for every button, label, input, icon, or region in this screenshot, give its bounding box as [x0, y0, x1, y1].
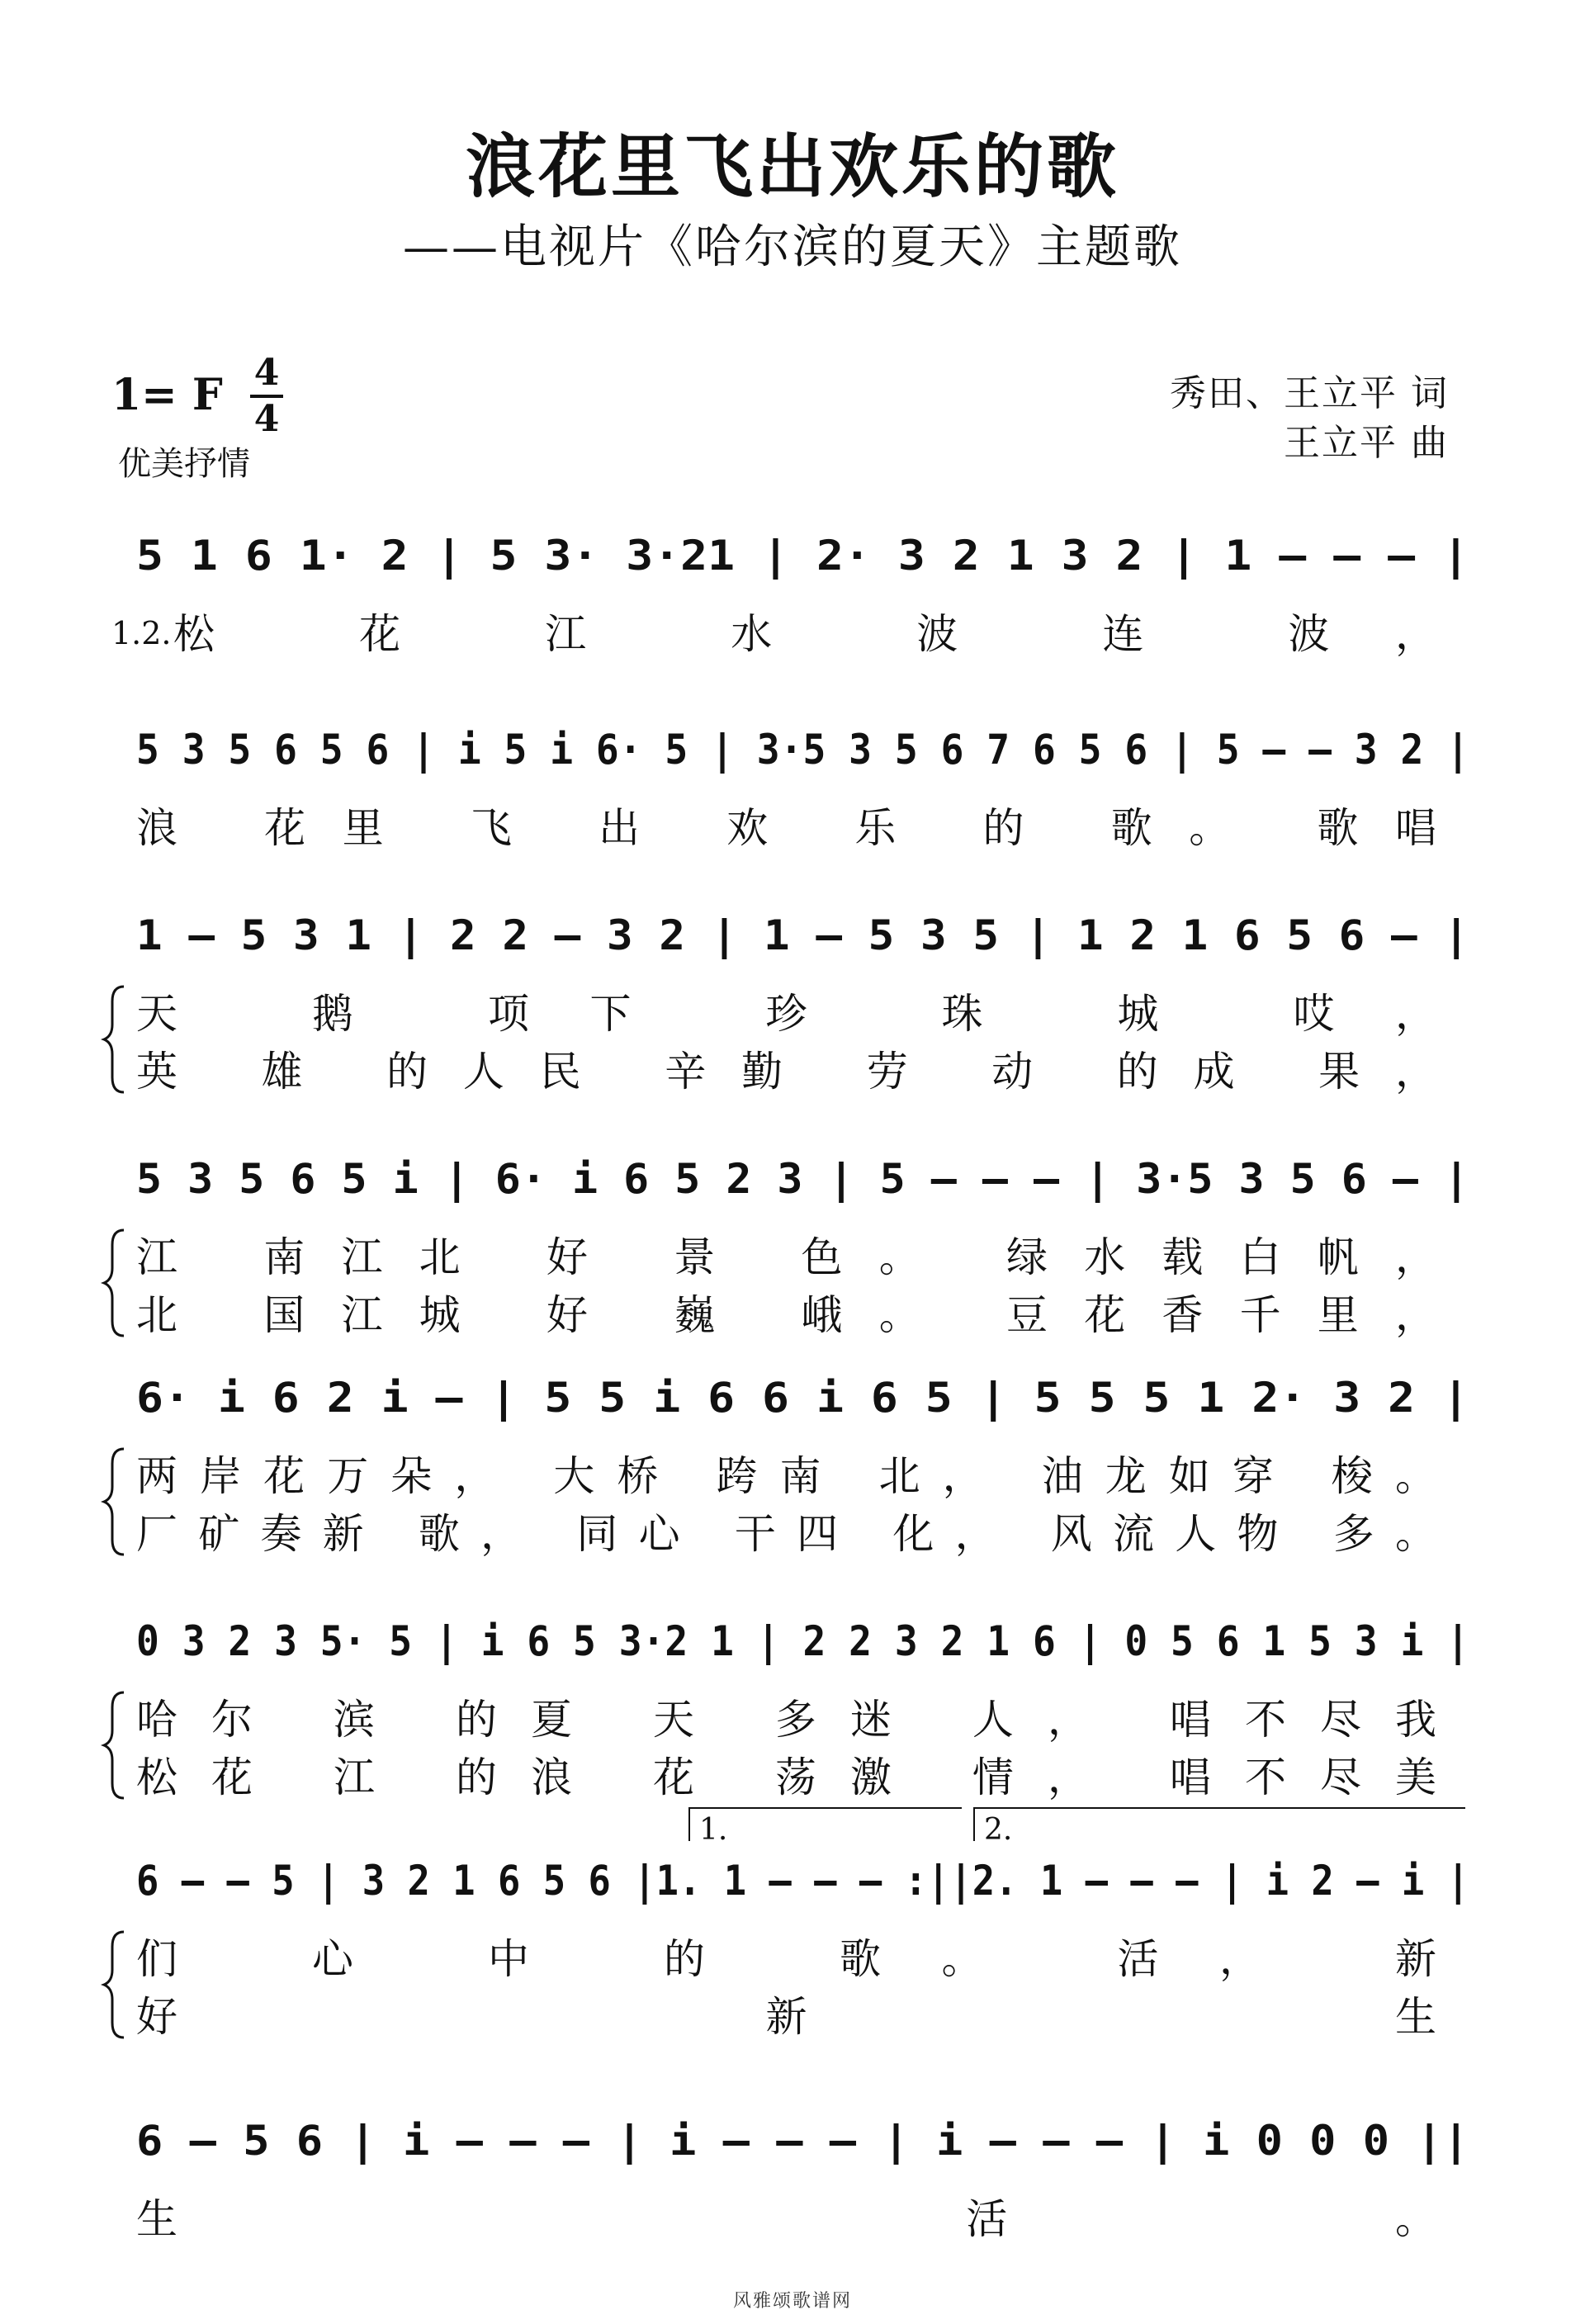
- score-rows: [104, 532, 1469, 2243]
- site-watermark: 风雅颂歌谱网: [732, 2291, 852, 2312]
- time-signature-top: 4: [253, 352, 280, 394]
- composer-credit: 王立平 曲: [1284, 422, 1449, 464]
- lyric-line: 们 心 中 的 歌。 活， 新: [136, 1935, 1436, 1983]
- verse-brace: [104, 1932, 124, 2038]
- time-signature-bottom: 4: [253, 398, 280, 440]
- notation-line: 5 3 5 6 5 6 | i 5 i 6· 5 | 3·5 3 5 6 7 6 5 6 | 5 — — 3 2 |: [136, 726, 1469, 774]
- tempo-marking: 优美抒情: [118, 445, 250, 483]
- lyric-line: 北 国江城 好 巍 峨。 豆花香千里，: [136, 1291, 1436, 1339]
- notation-line: 6· i 6 2 i — | 5 5 i 6 6 i 6 5 | 5 5 5 1 2· 3 2 |: [136, 1374, 1469, 1422]
- volta-first-bracket: [689, 1808, 962, 1841]
- notation-line: 0 3 2 3 5· 5 | i 6 5 3·2 1 | 2 2 3 2 1 6 | 0 5 6 1 5 3 i |: [136, 1617, 1469, 1665]
- lyric-line: 两岸花万朵， 大桥 跨南 北， 油龙如穿 梭。: [136, 1452, 1437, 1500]
- song-subtitle: ——电视片《哈尔滨的夏天》主题歌: [403, 220, 1182, 274]
- lyric-line: 哈尔 滨 的夏 天 多迷 人， 唱不尽我: [136, 1696, 1436, 1744]
- lyric-line: 江 南江北 好 景 色。 绿水载白帆，: [136, 1233, 1436, 1281]
- notation-line: 5 1 6 1· 2 | 5 3· 3·21 | 2· 3 2 1 3 2 | 1 — — — |: [136, 532, 1469, 580]
- notation-line: 5 3 5 6 5 i | 6· i 6 5 2 3 | 5 — — — | 3·5 3 5 6 — |: [136, 1155, 1470, 1203]
- lyric-line: 英 雄 的人民 辛勤 劳 动 的成 果，: [136, 1048, 1437, 1096]
- verse-brace: [104, 1230, 124, 1336]
- volta-second-bracket: [974, 1808, 1465, 1841]
- lyric-line: 天 鹅 项下 珍 珠 城 哎，: [136, 990, 1436, 1038]
- volta-first-label: 1.: [699, 1813, 728, 1847]
- lyric-line: 厂矿奏新 歌， 同心 干四 化， 风流人物 多。: [136, 1510, 1436, 1558]
- lyricist-credit: 秀田、王立平 词: [1170, 372, 1449, 414]
- notation-line: 6 — 5 6 | i — — — | i — — — | i — — — | i 0 0 0 ||: [136, 2117, 1469, 2165]
- notation-line: 1 — 5 3 1 | 2 2 — 3 2 | 1 — 5 3 5 | 1 2 1 6 5 6 — |: [136, 911, 1469, 959]
- lyric-line: 松 花 江 水 波 连 波，: [173, 610, 1436, 658]
- verse-brace: [104, 987, 124, 1092]
- lyric-line: 松花 江 的浪 花 荡激 情， 唱不尽美: [136, 1754, 1436, 1801]
- key-signature: 1= F: [111, 370, 223, 420]
- verse-number: 1.2.: [111, 615, 172, 651]
- volta-second-label: 2.: [984, 1813, 1013, 1847]
- verse-brace: [104, 1449, 124, 1555]
- song-title: 浪花里飞出欢乐的歌: [465, 125, 1119, 207]
- verse-brace: [104, 1692, 124, 1798]
- notation-line: 6 — — 5 | 3 2 1 6 5 6 |1. 1 — — — :||2. 1 — — — | i 2 — i |: [136, 1857, 1469, 1905]
- lyric-line: 好 新 生: [136, 1993, 1436, 2041]
- lyric-line: 浪 花里 飞 出 欢 乐 的 歌。 歌唱: [136, 804, 1436, 852]
- lyric-line: 生 活。: [136, 2195, 1436, 2243]
